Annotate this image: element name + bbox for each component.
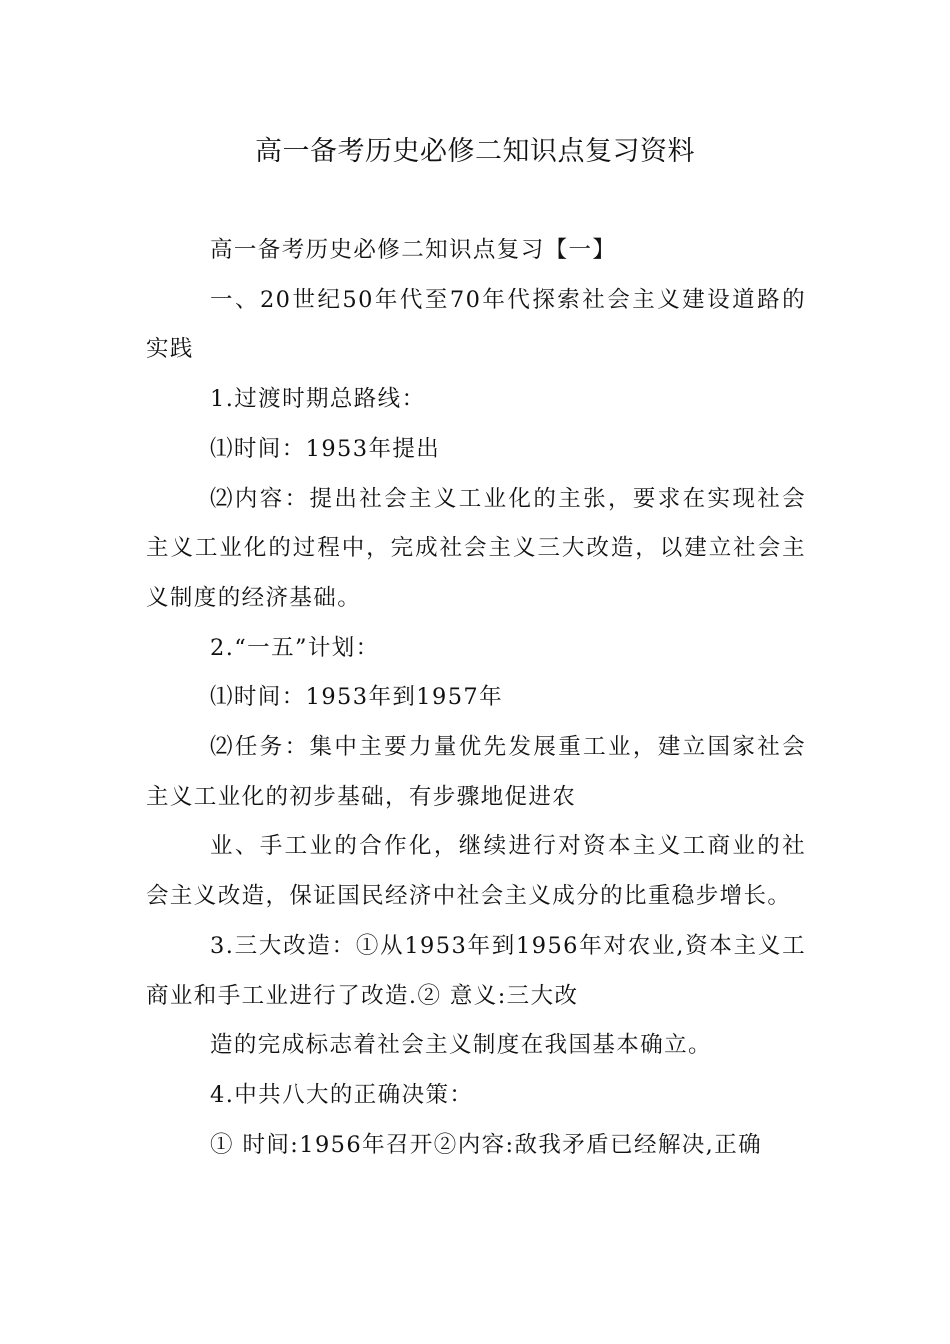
point-1-content: ⑵内容：提出社会主义工业化的主张，要求在实现社会主义工业化的过程中，完成社会主义三大改造，以建立社会主义制度的经济基础。 — [146, 485, 806, 611]
point-2-task-continued: 业、手工业的合作化，继续进行对资本主义工商业的社会主义改造，保证国民经济中社会主义成分的比重稳步增长。 — [146, 833, 806, 910]
point-2-task: ⑵任务：集中主要力量优先发展重工业，建立国家社会主义工业化的初步基础，有步骤地促进农 — [146, 734, 806, 810]
point-1-time: ⑴时间：1953年提出 — [210, 435, 441, 462]
document-title: 高一备考历史必修二知识点复习资料 — [255, 136, 695, 167]
chapter-heading: 一、20世纪50年代至70年代探索社会主义建设道路的实践 — [146, 286, 806, 363]
point-2-time: ⑴时间：1953年到1957年 — [210, 684, 504, 711]
point-4-content: ① 时间:1956年召开②内容:敌我矛盾已经解决,正确 — [210, 1131, 763, 1158]
section-heading: 高一备考历史必修二知识点复习【一】 — [210, 237, 617, 263]
point-heading-2: 2.“一五”计划： — [210, 634, 380, 661]
document-body — [146, 226, 806, 1170]
point-3-reforms: 3.三大改造：①从1953年到1956年对农业,资本主义工商业和手工业进行了改造.② 意义:三大改 — [146, 932, 806, 1009]
point-heading-1: 1.过渡时期总路线： — [210, 386, 426, 413]
point-3-reforms-continued: 造的完成标志着社会主义制度在我国基本确立。 — [210, 1032, 712, 1059]
point-heading-4: 4.中共八大的正确决策： — [210, 1081, 474, 1108]
